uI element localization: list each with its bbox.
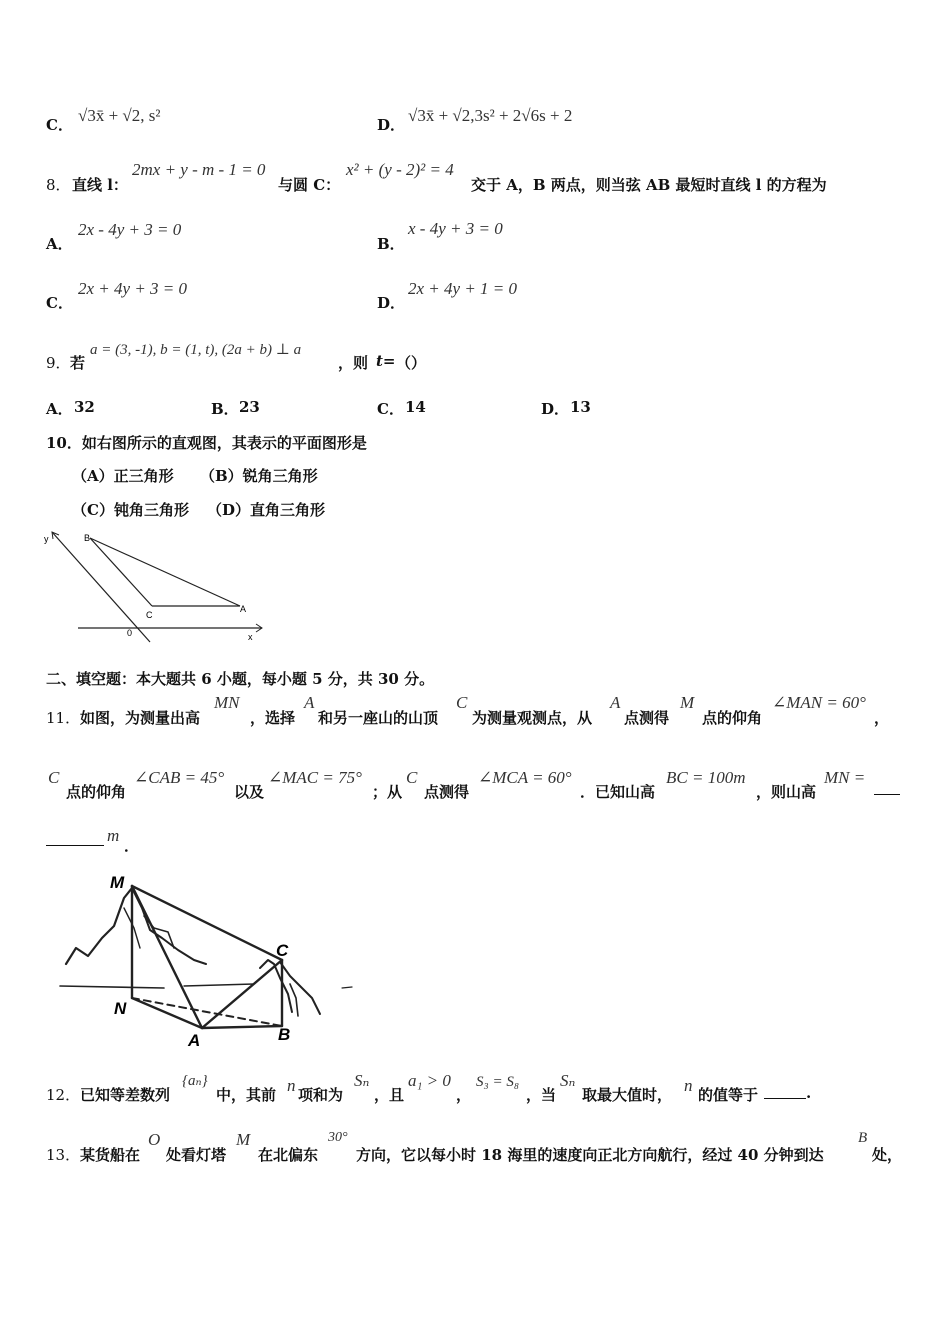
q11-period: ． (124, 837, 140, 855)
q11-mn-eq: MN = (824, 768, 866, 787)
q8-option-c-label: C． (46, 294, 73, 312)
q8-text-2: 与圆 C： (278, 176, 341, 194)
q8-circle-equation: x² + (y - 2)² = 4 (346, 160, 454, 179)
segment-mc (132, 886, 282, 960)
q12-text-3: 项和为 (298, 1086, 344, 1104)
label-b: B (84, 533, 91, 543)
label-b: B (278, 1025, 291, 1044)
q11-text-3: 和另一座山的山顶 (318, 709, 439, 727)
q8-option-a-expr: 2x - 4y + 3 = 0 (78, 220, 182, 239)
q11-text-4: 为测量观测点，从 (472, 709, 593, 727)
q12-sn: Sₙ (354, 1071, 370, 1090)
q11-text-8: 以及 (234, 783, 265, 801)
label-origin: 0 (127, 628, 133, 638)
q10-option-a: （A）正三角形 (72, 467, 174, 485)
q13-point-m: M (236, 1130, 251, 1149)
q8-text-1: 直线 l： (72, 176, 128, 194)
q8-option-a-label: A． (46, 235, 73, 253)
q12-period: . (806, 1084, 812, 1102)
q8-option-d-expr: 2x + 4y + 1 = 0 (408, 279, 518, 298)
q13-text-5: 处， (872, 1146, 903, 1164)
segment-ba (90, 538, 240, 606)
segment-ab (202, 1026, 282, 1028)
q11-point-c: C (456, 693, 468, 712)
q12-a1: a₁ > 0 (408, 1071, 451, 1090)
q9-option-d-label: D． (541, 400, 570, 418)
q9-option-b-label: B． (211, 400, 239, 418)
q7-option-c-expr: √3x̄ + √2, s² (78, 106, 161, 125)
q12-sn-2: Sₙ (560, 1071, 576, 1090)
q11-point-m: M (680, 693, 695, 712)
q12-text-7: 取最大值时， (582, 1086, 673, 1104)
q9-text-2: ，则 (338, 354, 369, 372)
segment-bc (90, 538, 152, 606)
q8-number: 8． (46, 176, 71, 194)
label-x: x (248, 632, 253, 642)
option-label: D． (377, 116, 406, 134)
q11-text-2: ，选择 (250, 709, 296, 727)
label-c: C (276, 941, 289, 960)
q11-text-5: 点测得 (624, 709, 670, 727)
q8-option-d-label: D． (377, 294, 406, 312)
q11-number: 11． (46, 709, 81, 727)
q12-text-8: 的值等于 (698, 1086, 759, 1104)
q11-point-c-2: C (48, 768, 60, 787)
q11-text-12: ，则山高 (756, 783, 817, 801)
q13-degree: 30° (328, 1130, 348, 1145)
q10-question: 10．如右图所示的直观图，其表示的平面图形是 (46, 434, 367, 452)
q11-point-c-3: C (406, 768, 418, 787)
q13-point-o: O (148, 1130, 161, 1149)
q11-text-1: 如图，为测量出高 (80, 709, 201, 727)
label-n: N (114, 999, 127, 1018)
section-2-title: 二、填空题：本大题共 6 小题，每小题 5 分，共 30 分。 (46, 670, 435, 688)
q13-text-3: 在北偏东 (258, 1146, 319, 1164)
q9-option-c-label: C． (377, 400, 404, 418)
q12-text-2: 中，其前 (216, 1086, 277, 1104)
q12-text-5: ， (456, 1086, 472, 1104)
q11-answer-blank-2[interactable] (46, 845, 104, 846)
q9-brackets: （） (396, 354, 427, 372)
q11-angle-man: ∠MAN = 60° (772, 693, 866, 712)
q9-option-b-value: 23 (239, 398, 260, 416)
q9-text-1: 若 (70, 354, 86, 372)
q11-bc: BC = 100m (666, 768, 746, 787)
label-m: M (110, 873, 125, 892)
q11-comma: ， (874, 709, 890, 727)
q13-text-2: 处看灯塔 (166, 1146, 227, 1164)
q9-number: 9． (46, 354, 71, 372)
q11-angle-mac: ∠MAC = 75° (268, 768, 362, 787)
q12-number: 12． (46, 1086, 81, 1104)
q10-option-b: （B）锐角三角形 (200, 467, 318, 485)
q11-angle-mca: ∠MCA = 60° (478, 768, 572, 787)
q12-s3-s8: S₃ = S₈ (476, 1074, 520, 1090)
q12-n-2: n (684, 1076, 693, 1095)
q13-point-b: B (858, 1130, 868, 1146)
q11-text-6: 点的仰角 (702, 709, 763, 727)
q11-point-a: A (304, 693, 315, 712)
label-a: A (240, 604, 247, 614)
label-a: A (188, 1031, 201, 1050)
q13-number: 13． (46, 1146, 81, 1164)
q9-option-a-label: A． (46, 400, 73, 418)
q7-option-c (46, 114, 73, 135)
segment-na (132, 998, 202, 1028)
q11-text-10: 点测得 (424, 783, 470, 801)
q7-option-d-expr: √3x̄ + √2,3s² + 2√6s + 2 (408, 106, 573, 125)
q11-text-7: 点的仰角 (66, 783, 127, 801)
q11-text-11: ．已知山高 (580, 783, 656, 801)
q11-text-9: ；从 (372, 783, 403, 801)
q11-unit: m (107, 826, 120, 845)
q8-option-b-label: B． (377, 235, 405, 253)
q8-option-b-expr: x - 4y + 3 = 0 (408, 219, 503, 238)
option-label: C． (46, 116, 73, 134)
label-y: y (44, 534, 49, 544)
q11-answer-blank-1[interactable] (874, 794, 900, 795)
q11-angle-cab: ∠CAB = 45° (134, 768, 225, 787)
q9-option-a-value: 32 (74, 398, 95, 416)
segment-ma (132, 886, 202, 1028)
label-c: C (146, 610, 153, 620)
q12-text-4: ，且 (374, 1086, 405, 1104)
q12-n: n (287, 1076, 296, 1095)
q9-option-d-value: 13 (570, 398, 591, 416)
q10-option-d: （D）直角三角形 (207, 501, 326, 519)
q8-option-c-expr: 2x + 4y + 3 = 0 (78, 279, 188, 298)
q12-sequence: {aₙ} (182, 1073, 208, 1089)
q8-text-3: 交于 A，B 两点，则当弦 AB 最短时直线 l 的方程为 (471, 176, 827, 194)
q9-condition: a = (3, -1), b = (1, t), (2a + b) ⊥ a (90, 342, 302, 358)
q12-text-6: ，当 (526, 1086, 557, 1104)
q11-mn: MN (214, 693, 240, 712)
q7-option-d (377, 114, 405, 135)
q11-point-a-2: A (610, 693, 621, 712)
q12-answer-blank[interactable] (764, 1098, 806, 1099)
q13-text-4: 方向，它以每小时 18 海里的速度向正北方向航行，经过 40 分钟到达 (356, 1146, 824, 1164)
q10-option-c: （C）钝角三角形 (72, 501, 189, 519)
q10-figure (40, 528, 270, 648)
q11-figure (54, 868, 354, 1050)
q9-variable-t: t= (376, 352, 396, 370)
q9-option-c-value: 14 (405, 398, 426, 416)
q8-line-equation: 2mx + y - m - 1 = 0 (132, 160, 266, 179)
segment-nb (132, 998, 282, 1026)
q12-text-1: 已知等差数列 (80, 1086, 171, 1104)
q13-text-1: 某货船在 (80, 1146, 141, 1164)
